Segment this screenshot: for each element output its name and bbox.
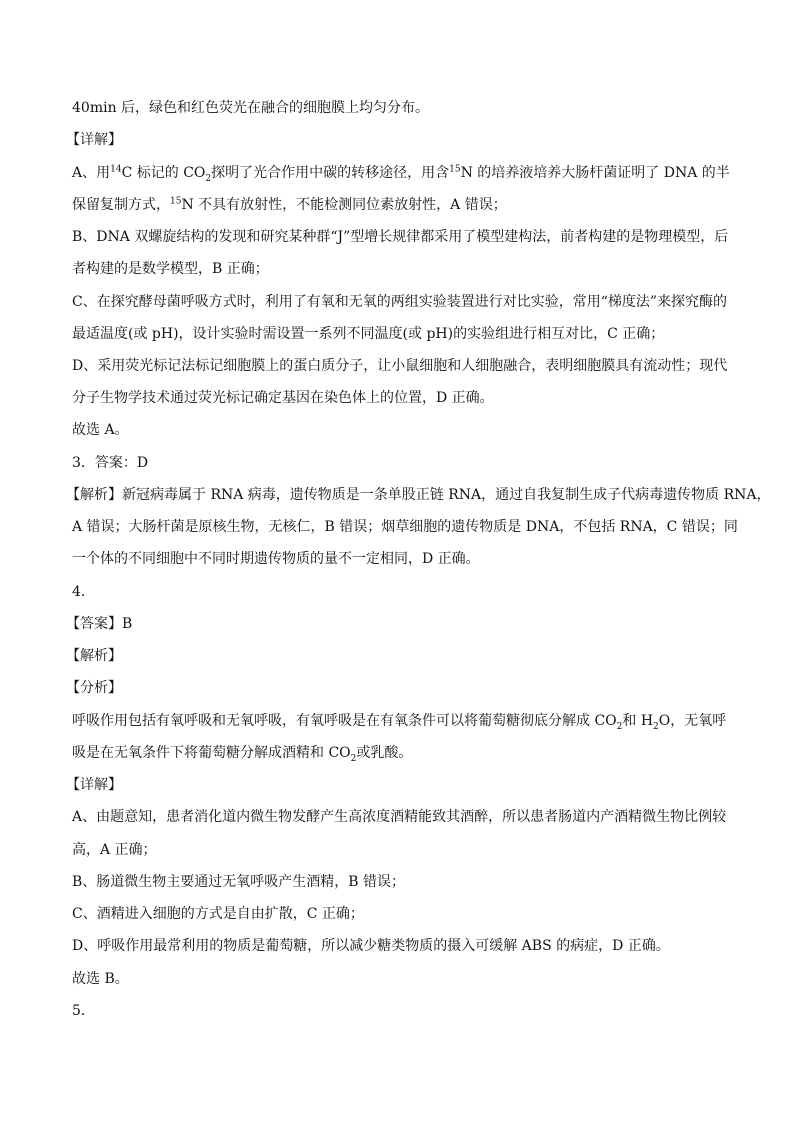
section-heading: 【分析】 [66, 680, 122, 696]
text-line: 一个体的不同细胞中不同时期遗传物质的量不一定相同，D 正确。 [72, 551, 480, 567]
question-number: 5． [72, 1003, 95, 1019]
text-line: B、DNA 双螺旋结构的发现和研究某种群“J”型增长规律都采用了模型建构法，前者构建的是物理模型，后 [72, 229, 729, 245]
text-line: B、肠道微生物主要通过无氧呼吸产生酒精，B 错误； [72, 874, 406, 890]
text-line: A 错误；大肠杆菌是原核生物，无核仁，B 错误；烟草细胞的遗传物质是 DNA，不包括 RNA，C 错误；同 [72, 519, 738, 535]
superscript: 14 [110, 164, 122, 175]
text-line: 者构建的是数学模型，B 正确； [72, 261, 269, 277]
subscript: 2 [205, 173, 212, 184]
text-line: A、由题意知，患者消化道内微生物发酵产生高浓度酒精能致其酒醉，所以患者肠道内产酒精微生物比例较 [72, 809, 727, 825]
text-span: 呼吸作用包括有氧呼吸和无氧呼吸，有氧呼吸是在有氧条件可以将葡萄糖彻底分解成 CO [72, 713, 617, 729]
section-heading: 【详解】 [66, 132, 122, 148]
subscript: 2 [653, 721, 659, 732]
text-span: A、用 [72, 165, 111, 181]
text-span: 保留复制方式， [72, 197, 170, 213]
superscript: 15 [449, 164, 461, 175]
text-span: N 的培养液培养大肠杆菌证明了 DNA 的半 [460, 165, 730, 181]
question-number: 4． [72, 584, 95, 600]
text-line-a [72, 163, 730, 183]
text-line-b [72, 195, 507, 215]
text-line-d [72, 743, 412, 763]
text-line: 分子生物学技术通过荧光标记确定基因在染色体上的位置，D 正确。 [72, 390, 494, 406]
text-line: D、采用荧光标记法标记细胞膜上的蛋白质分子，让小鼠细胞和人细胞融合，表明细胞膜具有流动性；现代 [72, 358, 728, 374]
text-span: 和 H [622, 713, 654, 729]
section-heading: 【详解】 [66, 777, 122, 793]
text-line: 高，A 正确； [72, 842, 157, 858]
text-span: N 不具有放射性，不能检测同位素放射性，A 错误； [181, 197, 507, 213]
text-line: 故选 B。 [72, 971, 129, 987]
subscript: 2 [616, 721, 623, 732]
text-line: C、酒精进入细胞的方式是自由扩散，C 正确； [72, 906, 364, 922]
superscript: 15 [170, 196, 182, 207]
text-line: D、呼吸作用最常利用的物质是葡萄糖，所以减少糖类物质的摄入可缓解 ABS 的病症，D 正确。 [72, 938, 670, 954]
text-line: 最适温度(或 pH)，设计实验时需设置一系列不同温度(或 pH)的实验组进行相互对比，C 正确； [72, 326, 665, 342]
answer-line: 【答案】B [66, 616, 133, 632]
section-heading: 【解析】 [66, 648, 122, 664]
text-line: 故选 A。 [72, 422, 129, 438]
text-span: O，无氧呼 [658, 713, 727, 729]
text-line: 40min 后，绿色和红色荧光在融合的细胞膜上均匀分布。 [72, 100, 430, 116]
text-span: 探明了光合作用中碳的转移途径，用含 [211, 165, 450, 181]
text-span: 吸是在无氧条件下将葡萄糖分解成酒精和 CO [72, 745, 351, 761]
text-span: 或乳酸。 [356, 745, 413, 761]
text-line-c [72, 711, 726, 731]
text-line: 【解析】新冠病毒属于 RNA 病毒，遗传物质是一条单股正链 RNA，通过自我复制生成子代病毒遗传物质 RNA， [66, 487, 771, 503]
text-line: C、在探究酵母菌呼吸方式时，利用了有氧和无氧的两组实验装置进行对比实验，常用“梯度法”来探究酶的 [72, 294, 728, 310]
text-span: C 标记的 CO [121, 165, 206, 181]
subscript: 2 [350, 753, 357, 764]
answer-line: 3．答案：D [72, 455, 149, 471]
